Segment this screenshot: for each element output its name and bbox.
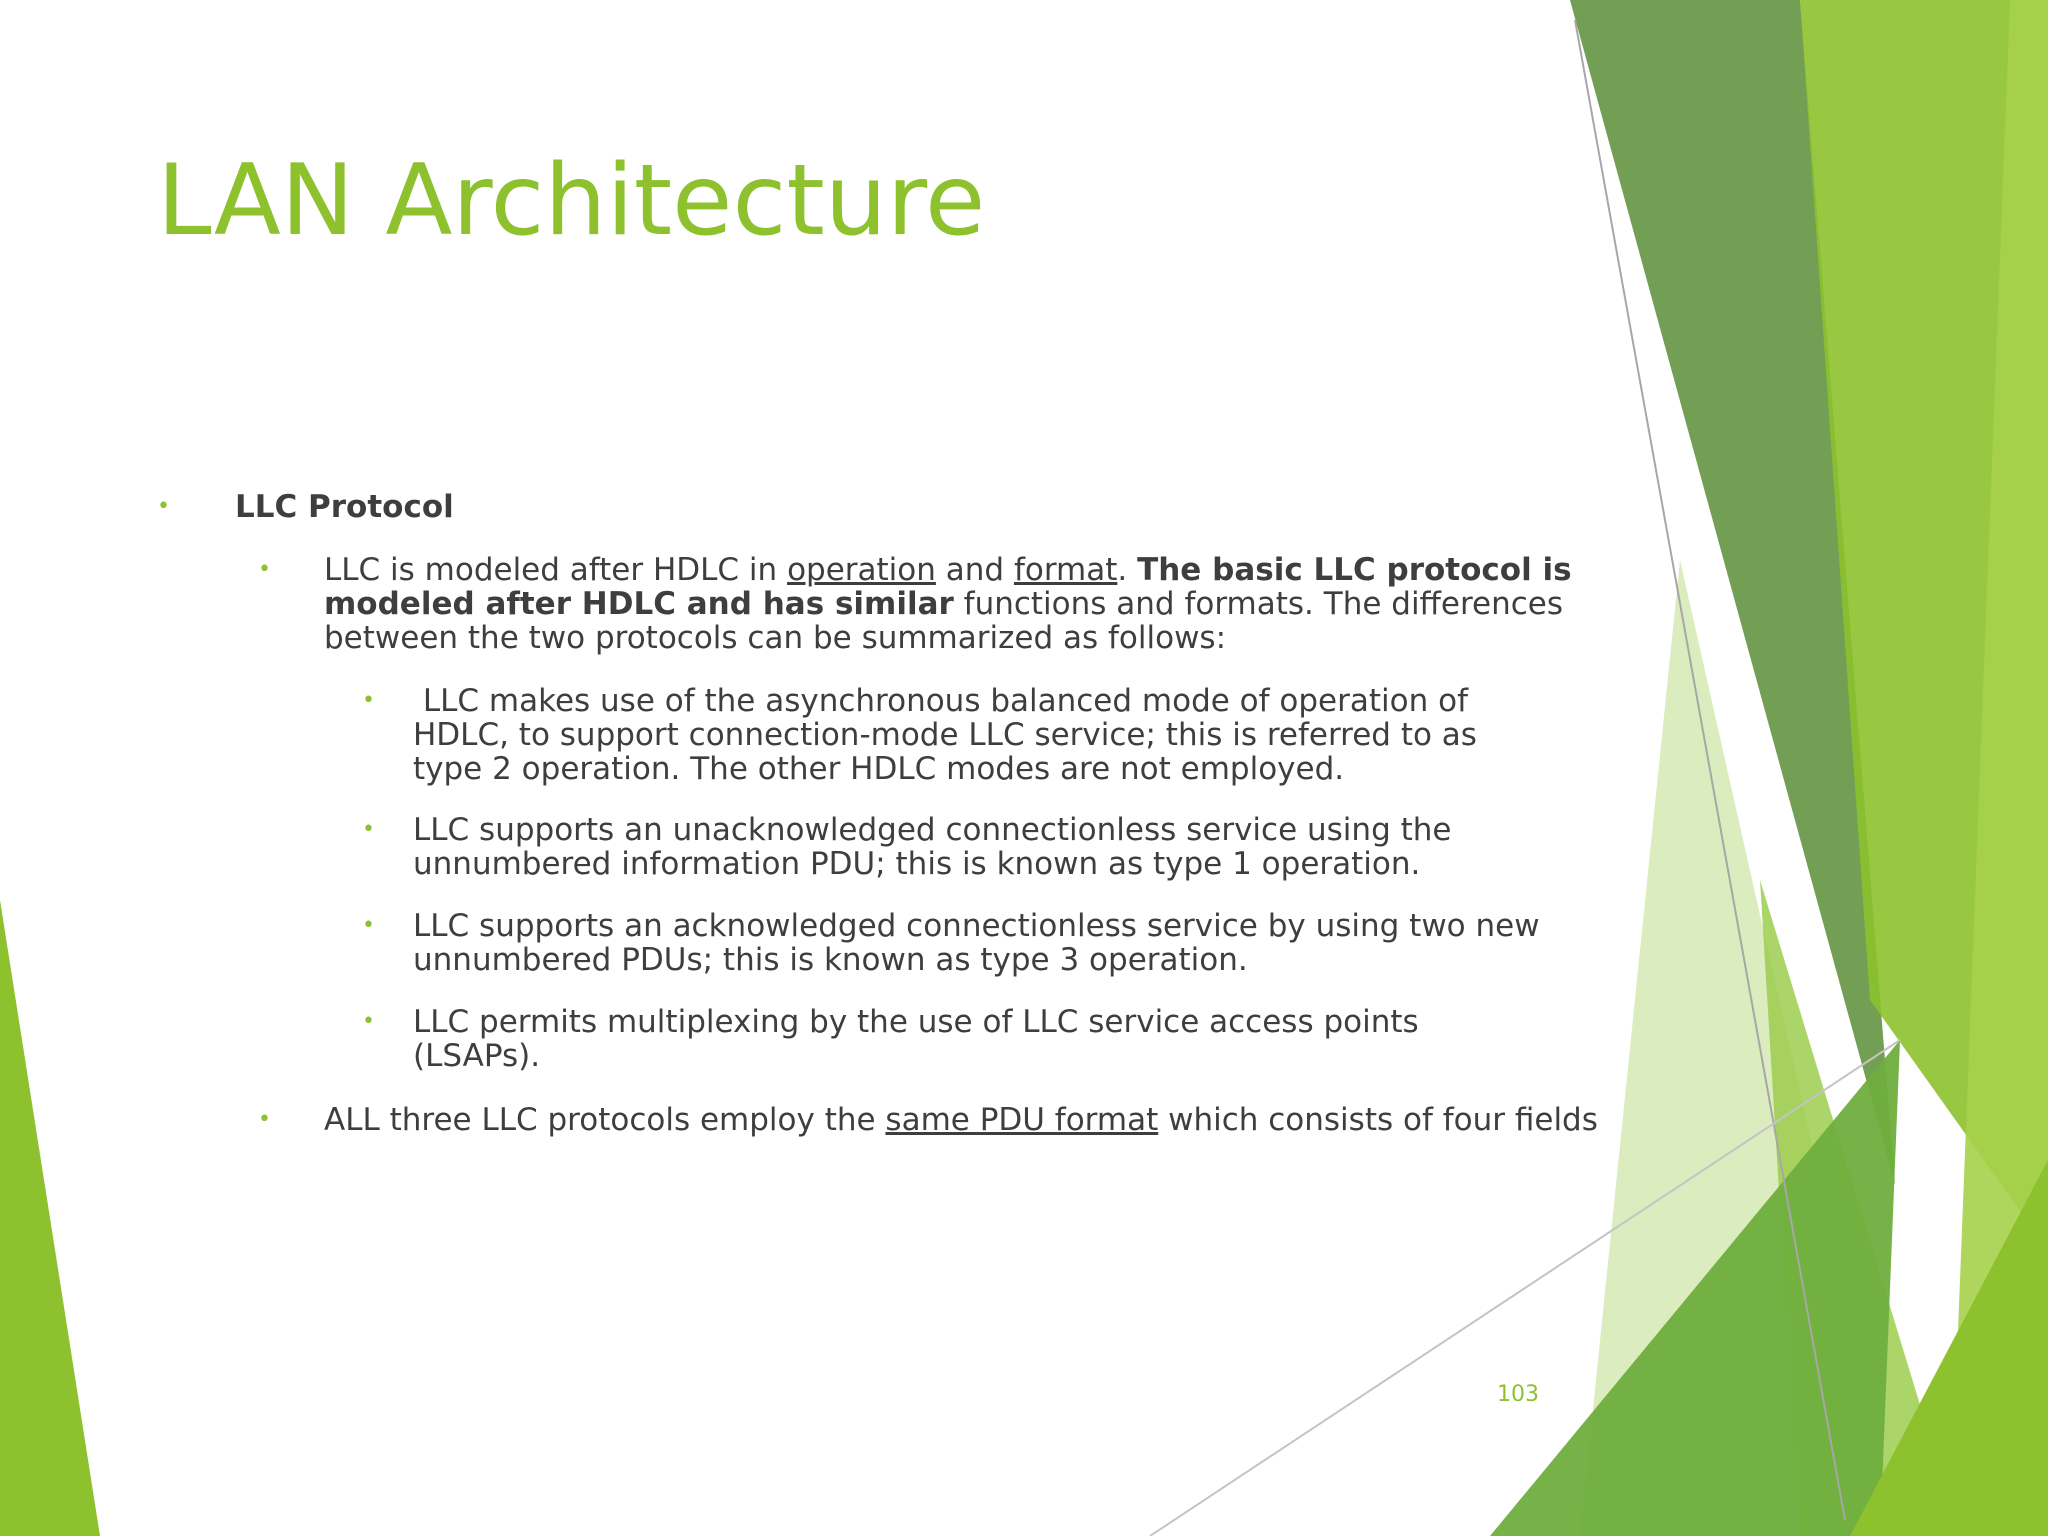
bold-run: The basic LLC protocol is modeled after HDLC and has similar	[324, 552, 1572, 622]
sub-item-bullet: •	[362, 913, 375, 938]
sub-item-bullet: •	[362, 817, 375, 842]
text-run: .	[1117, 552, 1138, 588]
text-run: and	[935, 552, 1014, 588]
underlined-format: format	[1013, 552, 1118, 588]
sub-item-bullet: •	[362, 1009, 375, 1034]
slide-title: LAN Architecture	[157, 144, 986, 258]
heading-text: LLC Protocol	[235, 489, 454, 525]
page-number: 103	[1497, 1382, 1539, 1407]
sub-item-text: LLC supports an unacknowledged connectionless service using the unnumbered information PDU; this is known as type 1 operation.	[413, 812, 1452, 882]
paragraph-text	[324, 1103, 1624, 1137]
underlined-operation: operation	[787, 552, 936, 588]
paragraph-bullet: •	[258, 557, 271, 582]
text-run: which consists of four fields	[1158, 1102, 1598, 1138]
heading-bullet: •	[157, 494, 170, 519]
sub-item-text: LLC makes use of the asynchronous balanced mode of operation of HDLC, to support connection-mode LLC service; this is referred to as type 2 operation. The other HDLC modes are not employed.	[413, 683, 1487, 787]
text-run: LLC is modeled after HDLC in	[324, 552, 788, 588]
sub-item-text: LLC permits multiplexing by the use of LLC service access points (LSAPs).	[413, 1004, 1419, 1074]
underlined-same-pdu-format: same PDU format	[885, 1102, 1159, 1138]
paragraph-bullet: •	[258, 1107, 271, 1132]
sub-item-text: LLC supports an acknowledged connectionless service by using two new unnumbered PDUs; this is known as type 3 operation.	[413, 908, 1540, 978]
paragraph-text	[324, 553, 1624, 655]
sub-item-bullet: •	[362, 688, 375, 713]
text-run: ALL three LLC protocols employ the	[324, 1102, 886, 1138]
text-run: functions and formats. The differences between the two protocols can be summarized as follows:	[324, 586, 1564, 656]
